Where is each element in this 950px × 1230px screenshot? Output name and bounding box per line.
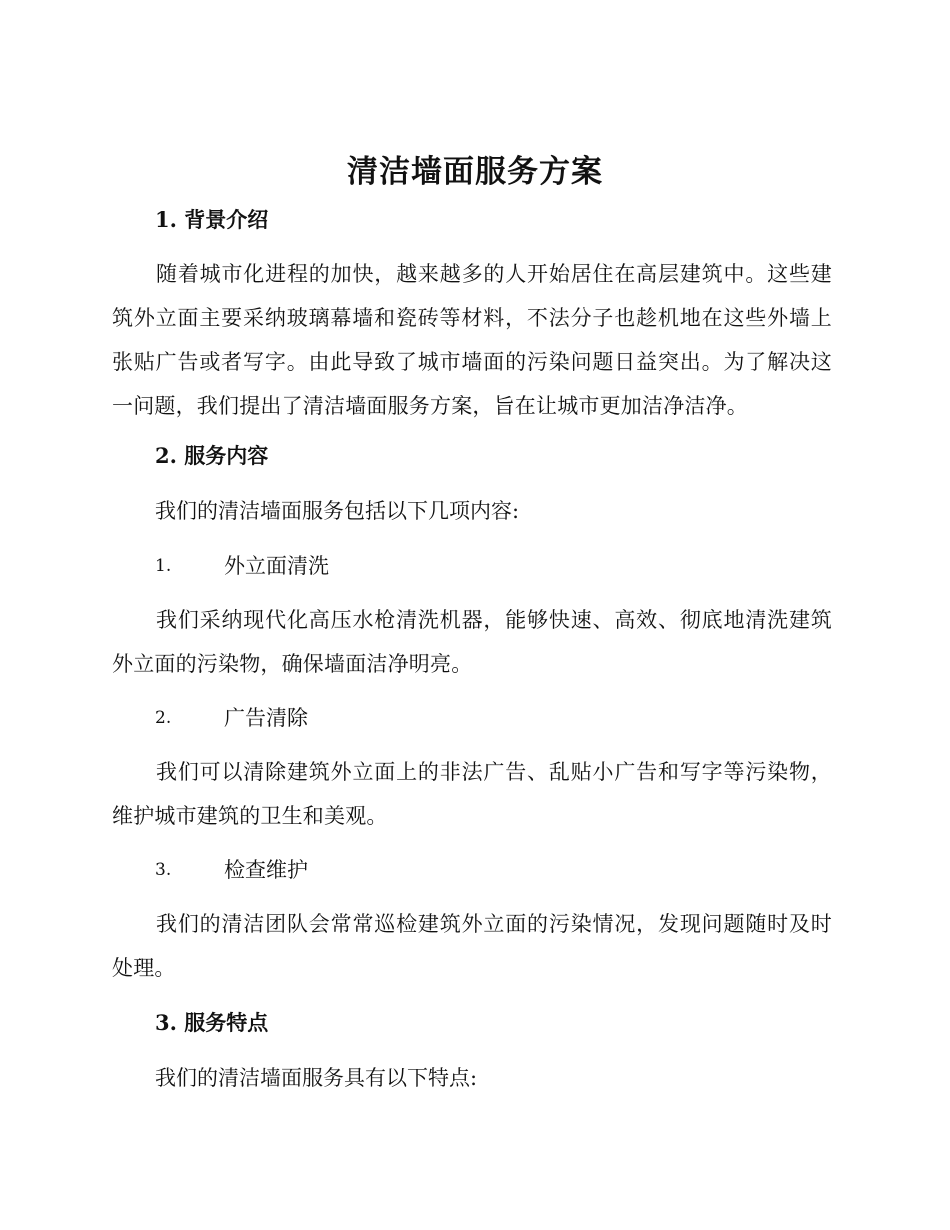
ad-removal-description: 我们可以清除建筑外立面上的非法广告、乱贴小广告和写字等污染物，维护城市建筑的卫生和美观。	[112, 760, 832, 828]
background-paragraph: 随着城市化进程的加快，越来越多的人开始居住在高层建筑中。这些建筑外立面主要采纳玻璃幕墙和瓷砖等材料，不法分子也趁机地在这些外墙上张贴广告或者写字。由此导致了城市墙面的污染问题日益突出。为了解决这一问题，我们提出了清洁墙面服务方案，旨在让城市更加洁净洁净。	[112, 262, 832, 418]
list-item-label-inspection: 检查维护	[224, 858, 308, 882]
facade-cleaning-description: 我们采纳现代化高压水枪清洗机器，能够快速、高效、彻底地清洗建筑外立面的污染物，确保墙面洁净明亮。	[112, 608, 832, 676]
list-item-label-ad-removal: 广告清除	[224, 706, 308, 730]
section-heading-background: 1. 背景介绍	[155, 207, 269, 232]
document-title: 清洁墙面服务方案	[347, 154, 603, 190]
list-item-number: 1.	[155, 556, 172, 576]
list-item-number: 2.	[155, 708, 172, 728]
list-item-label-facade-cleaning: 外立面清洗	[224, 554, 329, 578]
service-content-intro: 我们的清洁墙面服务包括以下几项内容:	[155, 499, 520, 523]
inspection-description: 我们的清洁团队会常常巡检建筑外立面的污染情况，发现问题随时及时处理。	[112, 912, 832, 980]
service-features-intro: 我们的清洁墙面服务具有以下特点:	[155, 1066, 478, 1090]
list-item-number: 3.	[155, 860, 172, 880]
section-heading-service-features: 3. 服务特点	[155, 1010, 269, 1035]
section-heading-service-content: 2. 服务内容	[155, 443, 269, 468]
